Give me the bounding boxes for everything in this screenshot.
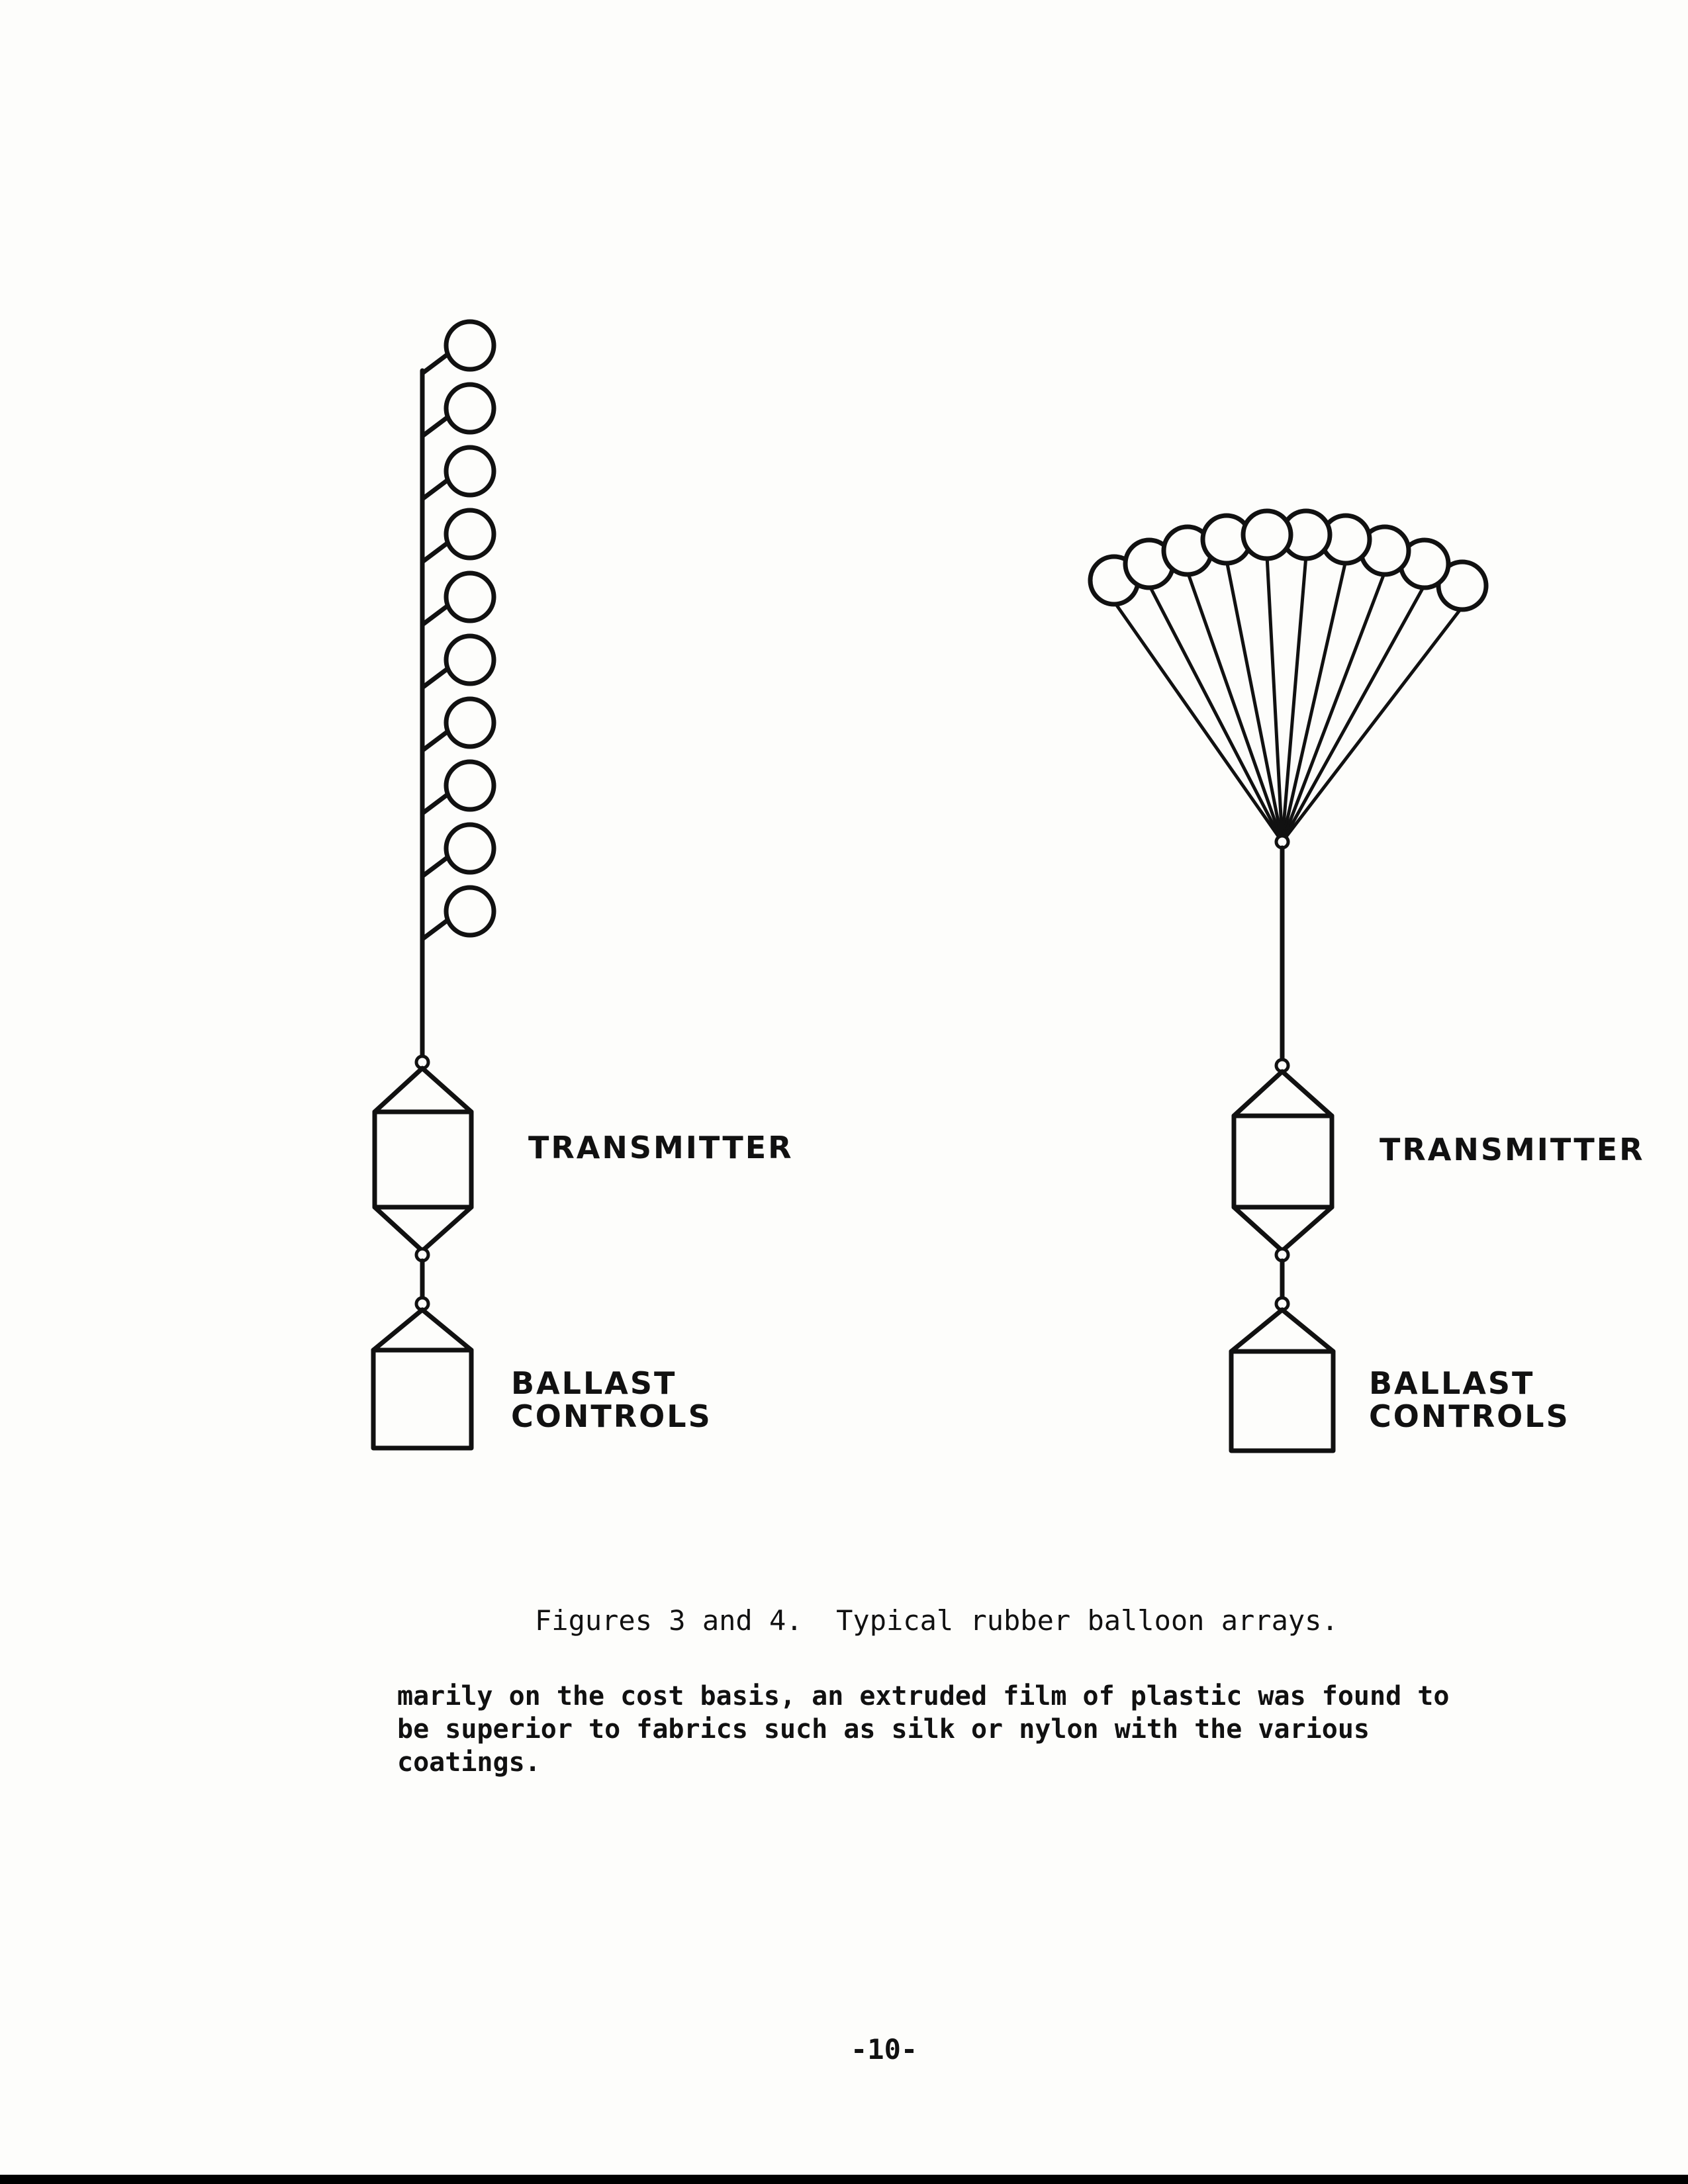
balloon [446, 510, 494, 558]
balloon [446, 573, 494, 621]
figure-4-ballast-label-line1: BALLAST [1369, 1365, 1535, 1401]
balloon-tether [422, 856, 449, 876]
balloon-tether [422, 794, 449, 813]
balloon-tether [422, 479, 449, 499]
balloon [446, 825, 494, 872]
figure-4-transmitter [1234, 1071, 1332, 1251]
figure-4-transmitter-label: TRANSMITTER [1380, 1132, 1645, 1167]
figure-4-strings [1114, 556, 1462, 842]
balloon [446, 322, 494, 369]
balloon-string [1188, 572, 1282, 842]
figure-3-transmitter-label: TRANSMITTER [528, 1130, 794, 1165]
body-paragraph [397, 1680, 1536, 1779]
balloon-string [1282, 585, 1425, 842]
body-line-2: be superior to fabrics such as silk or nylon with the various [397, 1714, 1370, 1745]
balloon [446, 699, 494, 747]
balloon-tether [422, 416, 449, 436]
body-line-3: coatings. [397, 1747, 541, 1778]
balloon-tether [422, 731, 449, 751]
figure-3-balloons [422, 322, 494, 939]
figure-3 [373, 322, 494, 1448]
balloon-tether [422, 353, 449, 373]
figure-4-ballast-label-line2: CONTROLS [1369, 1398, 1570, 1434]
balloon-tether [422, 668, 449, 688]
balloon-tether [422, 919, 449, 939]
figure-3-ballast-label-line1: BALLAST [511, 1365, 677, 1401]
balloon-string [1149, 585, 1282, 842]
figure-caption: Figures 3 and 4. Typical rubber balloon arrays. [535, 1604, 1338, 1637]
figure-4-balloons [1090, 511, 1486, 610]
page-number: -10- [851, 2033, 918, 2066]
figure-3-ballast [373, 1310, 471, 1448]
figure-3-ballast-label-line2: CONTROLS [511, 1398, 712, 1434]
balloon-string [1282, 556, 1306, 842]
balloon [1243, 511, 1291, 559]
balloon-tether [422, 542, 449, 562]
balloon [446, 762, 494, 809]
balloon-tether [422, 605, 449, 625]
bottom-border [0, 2175, 1688, 2184]
balloon [446, 636, 494, 684]
body-line-1: marily on the cost basis, an extruded film of plastic was found to [397, 1681, 1450, 1711]
balloon [446, 385, 494, 432]
figure-4-ballast [1231, 1310, 1333, 1451]
figure-4 [1090, 511, 1486, 1451]
figure-3-transmitter [375, 1068, 471, 1251]
balloon [446, 887, 494, 935]
balloon [446, 447, 494, 495]
